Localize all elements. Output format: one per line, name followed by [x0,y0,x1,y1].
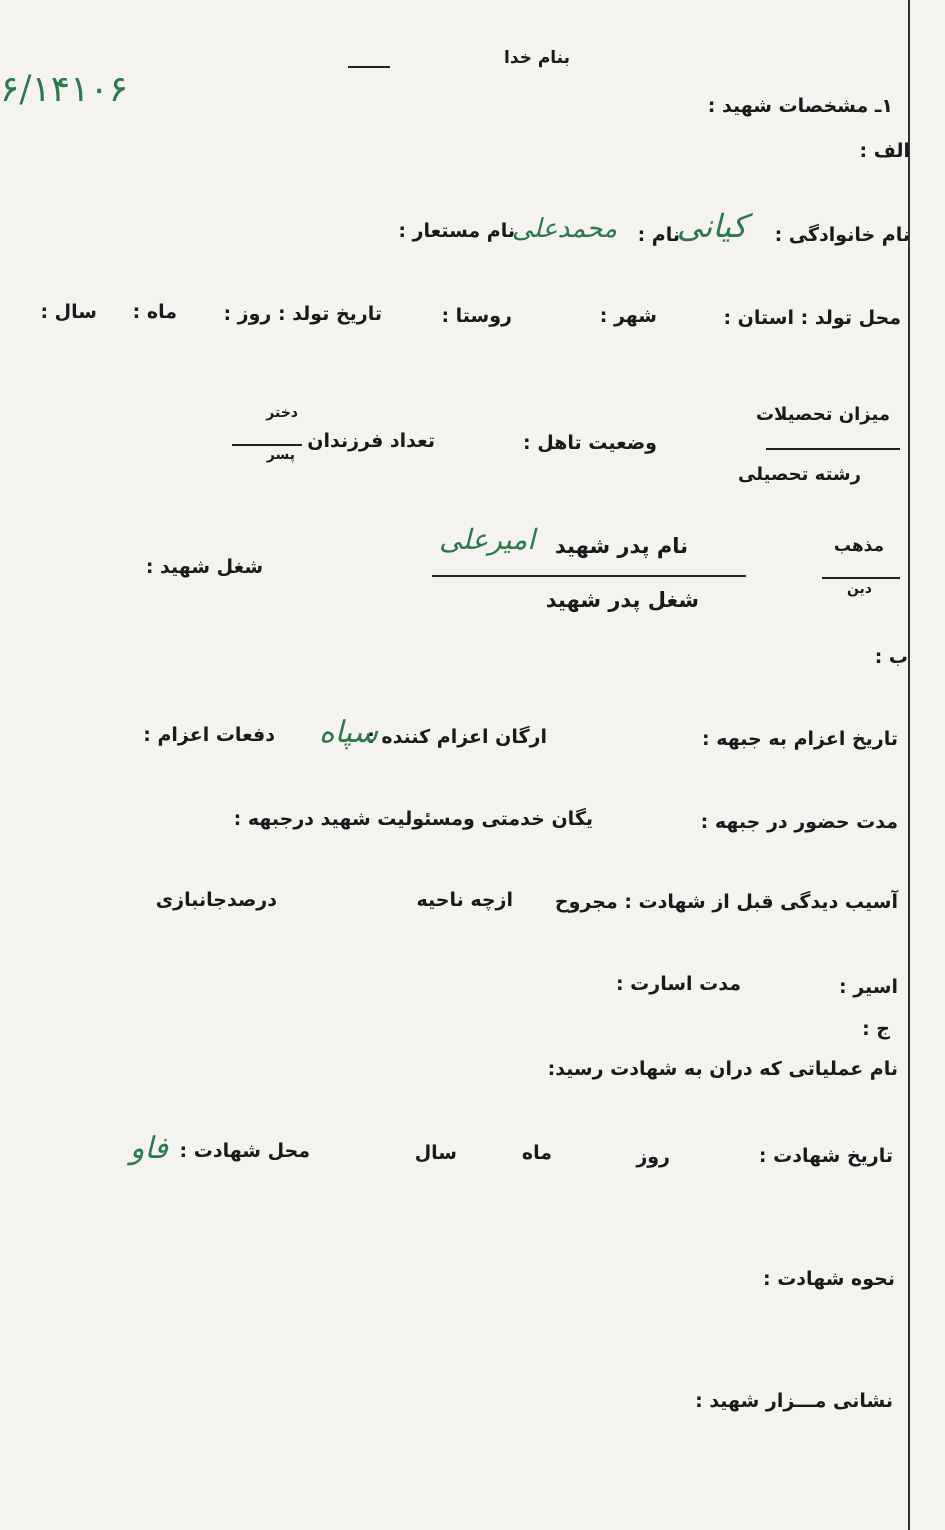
martyrdom-day-label: روز [636,1146,670,1168]
daughter-label: دختر [266,405,298,421]
grave-address-label: نشانی مـــزار شهید : [695,1390,893,1412]
children-count-label: تعداد فرزندان [307,430,435,452]
service-unit-label: یگان خدمتی ومسئولیت شهید درجبهه : [233,808,593,830]
dispatch-org-label: ارگان اعزام کننده : [367,726,547,748]
birthplace-label: محل تولد : استان : [723,307,901,329]
religion-label: دین [846,581,872,597]
injury-label: آسیب دیدگی قبل از شهادت : مجروح [554,891,898,913]
father-divider [432,575,746,577]
field-of-study-label: رشته تحصیلی [738,464,861,485]
operation-name-label: نام عملیاتی که دران به شهادت رسید: [547,1058,898,1080]
children-divider [232,444,302,446]
birth-month-label: ماه : [132,301,177,323]
part-be: ب : [874,646,908,668]
martyrdom-manner-label: نحوه شهادت : [763,1268,895,1290]
sect-label: مذهب [833,536,884,556]
disability-percent-label: درصدجانبازی [155,889,277,911]
father-job-label: شغل پدر شهید [545,588,699,612]
section-title: ۱ـ مشخصات شهید : [707,95,893,117]
martyrdom-date-label: تاریخ شهادت : [758,1145,893,1167]
birthdate-label: تاریخ تولد : روز : [223,303,382,325]
martyrdom-place-label: محل شهادت : [179,1140,310,1162]
captivity-duration-label: مدت اسارت : [615,973,741,995]
bismillah-heading: بنام خدا [504,48,570,68]
header-dash [348,66,390,68]
first-name-label: نام : [637,224,680,246]
part-alef: الف : [859,140,910,162]
son-label: پسر [266,447,295,463]
injury-area-label: ازچه ناحیه [416,889,513,911]
martyrdom-year-label: سال [414,1142,457,1164]
birth-year-label: سال : [40,301,97,323]
document-number: ۶/۱۴۱۰۶ [0,69,129,110]
martyrdom-place-value: فاو [130,1131,168,1166]
sect-divider [822,577,900,579]
father-name-value: امیرعلی [439,523,535,556]
dispatch-count-label: دفعات اعزام : [143,724,275,746]
education-divider [766,448,900,450]
front-duration-label: مدت حضور در جبهه : [700,811,898,833]
first-name-value: محمدعلی [511,214,617,244]
captive-label: اسیر : [839,976,898,998]
marital-status-label: وضعیت تاهل : [523,432,657,454]
village-label: روستا : [441,305,512,327]
education-label: میزان تحصیلات [755,404,890,425]
family-name-value: کیانی [676,207,747,245]
martyrdom-month-label: ماه [521,1142,552,1164]
alias-label: نام مستعار : [398,220,515,242]
martyr-job-label: شغل شهید : [145,556,263,578]
dispatch-org-value: سپاه [318,715,378,750]
part-jim: ج : [862,1018,890,1040]
family-name-label: نام خانوادگی : [774,224,910,246]
father-name-label: نام پدر شهید [554,534,688,558]
dispatch-date-label: تاریخ اعزام به جبهه : [701,728,898,750]
city-label: شهر : [599,305,657,327]
